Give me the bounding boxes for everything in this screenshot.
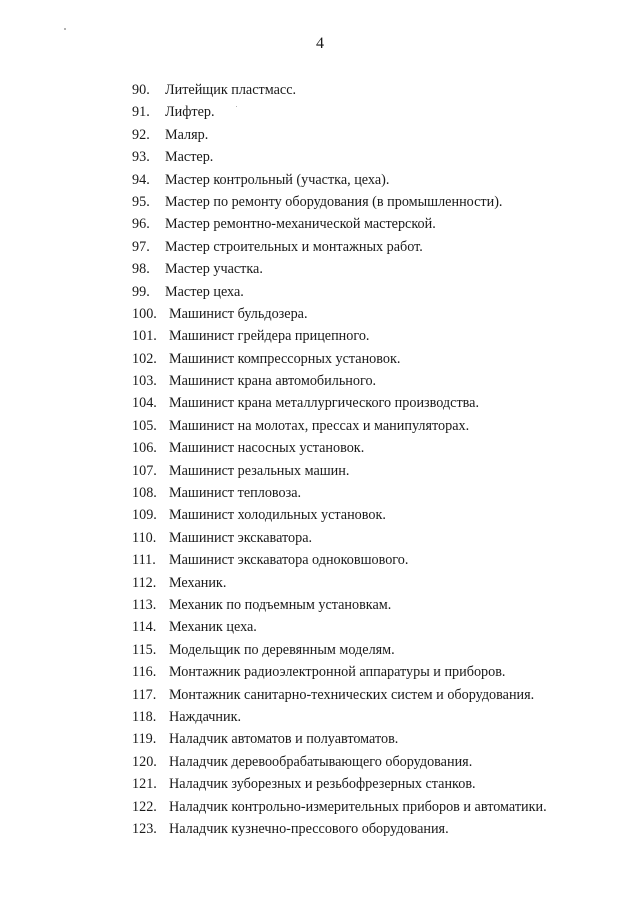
list-item-text: Машинист грейдера прицепного. [169, 328, 370, 345]
list-item-number: 108. [132, 485, 157, 502]
list-item-number: 106. [132, 440, 157, 457]
list-item-text: Машинист холодильных установок. [169, 507, 386, 524]
scan-speck [236, 106, 237, 107]
scan-speck [64, 28, 66, 30]
list-item-number: 116. [132, 664, 157, 681]
list-item [132, 146, 547, 168]
list-item [132, 392, 547, 414]
list-item-text: Мастер ремонтно-механической мастерской. [165, 216, 436, 233]
list-item-number: 118. [132, 708, 157, 725]
list-item [132, 191, 547, 213]
list-item [132, 169, 547, 191]
list-item-number: 95. [132, 193, 150, 210]
list-item-number: 112. [132, 574, 157, 591]
list-item-number: 120. [132, 753, 157, 770]
list-item [132, 773, 547, 795]
list-item-number: 123. [132, 820, 157, 837]
list-item-text: Лифтер. [165, 104, 215, 121]
list-item [132, 616, 547, 638]
list-item-text: Мастер участка. [165, 261, 263, 278]
list-item-text: Механик. [169, 574, 227, 591]
list-item [132, 348, 547, 370]
list-item-number: 107. [132, 462, 157, 479]
list-item [132, 79, 547, 101]
list-item-number: 114. [132, 619, 157, 636]
list-item-number: 99. [132, 283, 150, 300]
list-item [132, 460, 547, 482]
list-item-number: 103. [132, 373, 157, 390]
list-item-number: 117. [132, 686, 157, 703]
list-item [132, 482, 547, 504]
list-item-number: 115. [132, 641, 157, 658]
list-item-text: Машинист бульдозера. [169, 305, 308, 322]
list-item [132, 437, 547, 459]
list-item-text: Мастер контрольный (участка, цеха). [165, 171, 390, 188]
list-item-number: 111. [132, 552, 156, 569]
list-item [132, 549, 547, 571]
list-item-text: Машинист экскаватора одноковшового. [169, 552, 409, 569]
list-item-text: Наждачник. [169, 708, 242, 725]
list-item [132, 258, 547, 280]
list-item [132, 594, 547, 616]
list-item-number: 113. [132, 596, 157, 613]
list-item-text: Литейщик пластмасс. [165, 82, 297, 98]
list-item [132, 303, 547, 325]
list-item-text: Наладчик деревообрабатывающего оборудования. [169, 753, 473, 770]
list-item [132, 281, 547, 303]
list-item-text: Машинист компрессорных установок. [169, 350, 401, 367]
list-item [132, 124, 547, 146]
occupation-list [132, 79, 547, 840]
list-item-number: 92. [132, 126, 150, 143]
list-item [132, 325, 547, 347]
list-item [132, 684, 547, 706]
list-item-text: Монтажник радиоэлектронной аппаратуры и приборов. [169, 664, 506, 681]
list-item-text: Наладчик зуборезных и резьбофрезерных станков. [169, 776, 476, 793]
list-item-number: 93. [132, 149, 150, 166]
list-item-number: 119. [132, 731, 157, 748]
list-item-text: Машинист крана металлургического производства. [169, 395, 479, 412]
list-item-text: Машинист на молотах, прессах и манипуляторах. [169, 417, 470, 434]
list-item-text: Наладчик контрольно-измерительных приборов и автоматики. [169, 798, 547, 815]
list-item-number: 101. [132, 328, 157, 345]
list-item [132, 818, 547, 840]
list-item-text: Монтажник санитарно-технических систем и оборудования. [169, 686, 535, 703]
list-item-text: Мастер цеха. [165, 283, 244, 300]
list-item-number: 109. [132, 507, 157, 524]
list-item-number: 110. [132, 529, 157, 546]
list-item-text: Мастер по ремонту оборудования (в промышленности). [165, 193, 503, 210]
list-item-text: Машинист резальных машин. [169, 462, 350, 479]
list-item-text: Мастер. [165, 149, 214, 166]
list-item-number: 100. [132, 305, 157, 322]
list-item [132, 415, 547, 437]
list-item [132, 572, 547, 594]
list-item [132, 527, 547, 549]
list-item-number: 97. [132, 238, 150, 255]
list-item-text: Наладчик автоматов и полуавтоматов. [169, 731, 399, 748]
list-item-text: Механик цеха. [169, 619, 257, 636]
list-item-number: 122. [132, 798, 157, 815]
list-item [132, 751, 547, 773]
list-item-number: 105. [132, 417, 157, 434]
list-item-text: Маляр. [165, 126, 209, 143]
list-item [132, 639, 547, 661]
list-item-number: 90. [132, 82, 150, 98]
list-item [132, 728, 547, 750]
list-item [132, 236, 547, 258]
list-item-number: 121. [132, 776, 157, 793]
list-item-number: 98. [132, 261, 150, 278]
list-item [132, 101, 547, 123]
list-item-text: Машинист крана автомобильного. [169, 373, 377, 390]
list-item-text: Мастер строительных и монтажных работ. [165, 238, 423, 255]
list-item-text: Модельщик по деревянным моделям. [169, 641, 395, 658]
list-item-number: 102. [132, 350, 157, 367]
list-item-number: 96. [132, 216, 150, 233]
list-item [132, 796, 547, 818]
list-item [132, 661, 547, 683]
page-number: 4 [316, 35, 324, 52]
list-item [132, 213, 547, 235]
list-item-number: 91. [132, 104, 150, 121]
list-item [132, 370, 547, 392]
list-item-text: Машинист насосных установок. [169, 440, 365, 457]
list-item-text: Механик по подъемным установкам. [169, 596, 392, 613]
list-item-text: Наладчик кузнечно-прессового оборудования. [169, 820, 449, 837]
list-item [132, 504, 547, 526]
list-item-number: 104. [132, 395, 157, 412]
list-item-text: Машинист тепловоза. [169, 485, 302, 502]
list-item-number: 94. [132, 171, 150, 188]
list-item-text: Машинист экскаватора. [169, 529, 313, 546]
list-item [132, 706, 547, 728]
